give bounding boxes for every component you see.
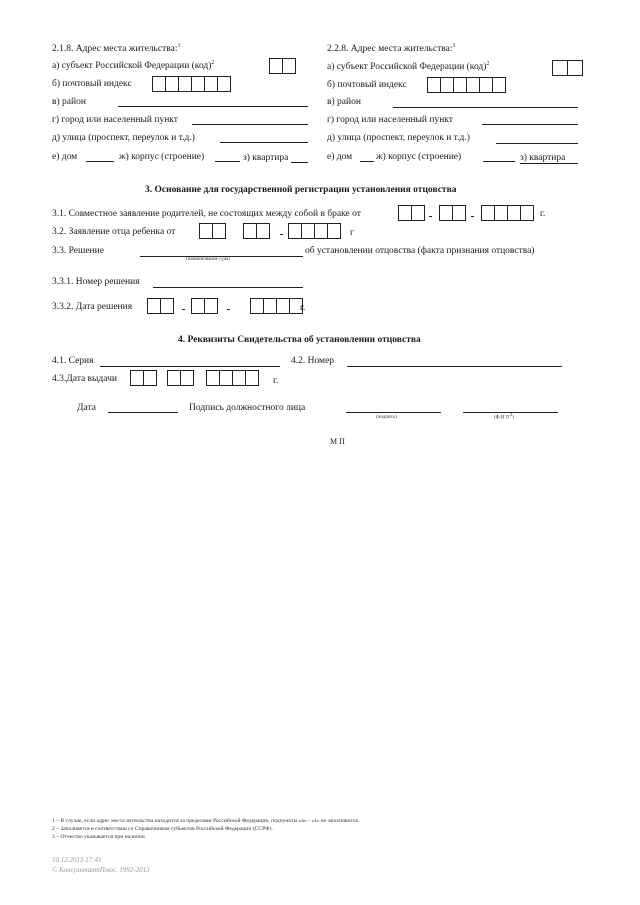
joint-day-boxes[interactable]: [398, 205, 424, 221]
left-street-label: д) улица (проспект, переулок и т.д.): [52, 133, 195, 143]
fio-caption: (Ф И О3): [494, 412, 515, 421]
right-building-label: ж) корпус (строение): [376, 152, 462, 162]
right-district-field[interactable]: [393, 107, 578, 108]
decision-month-boxes[interactable]: [191, 298, 217, 314]
right-postal-label: б) почтовый индекс: [327, 80, 407, 90]
signature-label: Подпись должностного лица: [189, 403, 306, 413]
series-field[interactable]: [100, 366, 280, 367]
decision-day-boxes[interactable]: [147, 298, 173, 314]
left-district-label: в) район: [52, 97, 86, 107]
decision-number-label: 3.3.1. Номер решения: [52, 277, 140, 287]
issue-year-boxes[interactable]: [206, 370, 258, 386]
signature-field[interactable]: [346, 412, 441, 413]
joint-statement-label: 3.1. Совместное заявление родителей, не состоящих между собой в браке от: [52, 209, 361, 219]
date-field[interactable]: [108, 412, 178, 413]
footnote-2: 2 – Заполняется в соответствии со Справочником субъектов Российской Федерации (ССРФ).: [52, 826, 273, 832]
left-postal-boxes[interactable]: [152, 76, 230, 92]
left-apartment-field[interactable]: [291, 162, 308, 163]
left-street-field[interactable]: [220, 142, 308, 143]
number-field[interactable]: [347, 366, 562, 367]
left-house-label: е) дом: [52, 152, 78, 162]
right-house-field[interactable]: [360, 161, 374, 162]
decision-year-boxes[interactable]: [250, 298, 302, 314]
left-building-label: ж) корпус (строение): [119, 152, 205, 162]
right-address-heading: 2.2.8. Адрес места жительства:$^1$: [327, 42, 456, 54]
father-year-boxes[interactable]: [288, 223, 340, 239]
father-day-boxes[interactable]: [199, 223, 225, 239]
decision-label: 3.3. Решение: [52, 246, 104, 256]
right-district-label: в) район: [327, 97, 361, 107]
right-city-field[interactable]: [482, 124, 578, 125]
father-statement-label: 3.2. Заявление отца ребенка от: [52, 227, 176, 237]
right-postal-boxes[interactable]: [427, 77, 505, 93]
decision-date-label: 3.3.2. Дата решения: [52, 302, 133, 312]
left-city-field[interactable]: [192, 124, 308, 125]
left-subject-label: а) субъект Российской Федерации (код)$^2$: [52, 59, 215, 71]
footnote-1: 1 – В случае, если адрес места жительства находится за пределами Российской Федерации, подпункты «а» - «з» не заполняются.: [52, 818, 360, 824]
date-label: Дата: [77, 403, 96, 413]
section3-title: 3. Основание для государственной регистрации установления отцовства: [145, 185, 457, 195]
decision-year-mark: г.: [300, 303, 306, 313]
stamp-place: М П: [330, 437, 345, 446]
joint-year-boxes[interactable]: [481, 205, 533, 221]
left-house-field[interactable]: [86, 161, 114, 162]
joint-month-boxes[interactable]: [439, 205, 465, 221]
left-building-field[interactable]: [215, 161, 240, 162]
issue-year-mark: г.: [273, 376, 279, 386]
right-city-label: г) город или населенный пункт: [327, 115, 453, 125]
right-subject-label: а) субъект Российской Федерации (код)$^2$: [327, 60, 490, 72]
section4-title: 4. Реквизиты Свидетельства об установлении отцовства: [178, 335, 421, 345]
left-postal-label: б) почтовый индекс: [52, 79, 132, 89]
signature-caption: (подпись): [376, 415, 397, 420]
right-apartment-label: з) квартира: [520, 153, 566, 163]
court-caption: (наименование суда): [186, 257, 230, 262]
footnote-3: 3 – Отчество указывается при наличии: [52, 834, 145, 840]
left-apartment-label: з) квартира: [243, 153, 289, 163]
date-separator-dot: [471, 216, 474, 217]
date-separator-dot: [227, 309, 230, 310]
right-street-field[interactable]: [496, 143, 578, 144]
issue-month-boxes[interactable]: [167, 370, 193, 386]
father-year-mark: г: [350, 228, 354, 238]
number-label: 4.2. Номер: [291, 356, 335, 366]
print-source: © КонсультантПлюс, 1992-2013: [52, 866, 150, 874]
left-city-label: г) город или населенный пункт: [52, 115, 178, 125]
series-label: 4.1. Серия: [52, 356, 94, 366]
joint-year-mark: г.: [540, 209, 546, 219]
right-house-label: е) дом: [327, 152, 353, 162]
print-timestamp: 10.12.2013 17:41: [52, 856, 102, 864]
right-building-field[interactable]: [483, 161, 515, 162]
left-subject-code-boxes[interactable]: [269, 58, 295, 74]
date-separator-dot: [182, 309, 185, 310]
right-subject-code-boxes[interactable]: [552, 60, 582, 76]
issue-day-boxes[interactable]: [130, 370, 156, 386]
date-separator-dot: [280, 234, 283, 235]
date-separator-dot: [429, 216, 432, 217]
right-apartment-field[interactable]: [520, 163, 578, 164]
decision-tail-label: об установлении отцовства (факта признания отцовства): [305, 246, 535, 256]
issue-date-label: 4.3.Дата выдачи: [52, 374, 117, 384]
father-month-boxes[interactable]: [243, 223, 269, 239]
decision-number-field[interactable]: [153, 287, 303, 288]
left-address-heading: 2.1.8. Адрес места жительства:$^1$: [52, 42, 181, 54]
right-street-label: д) улица (проспект, переулок и т.д.): [327, 133, 470, 143]
left-district-field[interactable]: [118, 106, 308, 107]
